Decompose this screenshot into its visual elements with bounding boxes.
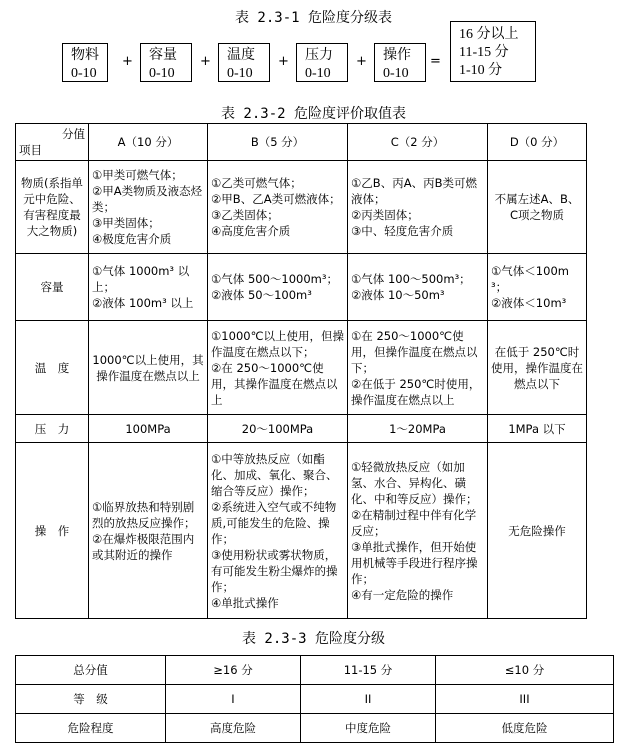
table-cell: ①临界放热和特别剧烈的放热反应操作； ②在爆炸极限范围内或其附近的操作 — [89, 443, 208, 619]
table-row — [16, 254, 587, 321]
factor-range: 0-10 — [227, 66, 253, 81]
table-cell: 无危险操作 — [488, 443, 587, 619]
table-cell: 低度危险 — [436, 714, 614, 743]
factor-name: 容量 — [149, 48, 177, 63]
row-item: 操 作 — [16, 443, 89, 619]
table-cell: ①1000℃以上使用，但操作温度在燃点以下； ②在 250～1000℃使用，其操作温度在燃点以上 — [208, 321, 348, 415]
table-row — [16, 656, 614, 685]
table-cell: 在低于 250℃时使用，操作温度在燃点以下 — [488, 321, 587, 415]
row-item: 压 力 — [16, 415, 89, 443]
factor-range: 0-10 — [149, 66, 175, 81]
table-cell: 不属左述A、B、C项之物质 — [488, 161, 587, 254]
table-row — [16, 714, 614, 743]
result-level: 16 分以上 — [459, 27, 519, 42]
table-cell: ①在 250～1000℃使用，但操作温度在燃点以下； ②在低于 250℃时使用，操作温度在燃点以上 — [348, 321, 488, 415]
equals-sign: = — [430, 54, 441, 69]
table-row — [16, 443, 587, 619]
table-cell: ①气体 500～1000m³； ②液体 50～100m³ — [208, 254, 348, 321]
table-cell: 等 级 — [16, 685, 166, 714]
factor-range: 0-10 — [71, 66, 97, 81]
table-cell: ①中等放热反应（如酯化、加成、氧化、聚合、缩合等反应）操作； ②系统进入空气或不纯物质,可能发生的危险、操作； ③使用粉状或雾状物质，有可能发生粉尘爆炸的操作； ④单批式操作 — [208, 443, 348, 619]
header-value: 分值 — [62, 127, 85, 141]
header-row — [16, 124, 587, 161]
table-cell: 高度危险 — [166, 714, 301, 743]
factor-name: 物料 — [71, 48, 99, 63]
table-cell: ①甲类可燃气体； ②甲A类物质及液态烃类； ③甲类固体； ④极度危害介质 — [89, 161, 208, 254]
factor-name: 温度 — [227, 48, 255, 63]
table-row — [16, 321, 587, 415]
plus-sign: + — [356, 54, 367, 69]
table-row — [16, 161, 587, 254]
table-cell: 1MPa 以下 — [488, 415, 587, 443]
factor-range: 0-10 — [383, 66, 409, 81]
table-cell: 11-15 分 — [301, 656, 436, 685]
row-item: 容量 — [16, 254, 89, 321]
table-cell: 危险程度 — [16, 714, 166, 743]
factor-box — [140, 43, 192, 82]
table-cell: 100MPa — [89, 415, 208, 443]
factor-name: 压力 — [305, 48, 333, 63]
table-cell: ①轻微放热反应（如加氢、水合、异构化、磺化、中和等反应）操作； ②在精制过程中伴有化学反应； ③单批式操作，但开始使用机械等手段进行程序操作； ④有一定危险的操作 — [348, 443, 488, 619]
row-item: 物质(系指单元中危险、有害程度最大之物质) — [16, 161, 89, 254]
factor-name: 操作 — [383, 48, 411, 63]
header-item: 项目 — [19, 143, 42, 157]
column-header: D（0 分） — [488, 124, 587, 161]
table1-title: 表 2.3-1 危险度分级表 — [234, 10, 392, 26]
table-cell: 20～100MPa — [208, 415, 348, 443]
table-cell: ①乙类可燃气体； ②甲B、乙A类可燃液体； ③乙类固体； ④高度危害介质 — [208, 161, 348, 254]
factor-box — [218, 43, 270, 82]
result-box — [450, 21, 536, 82]
hazard-grade-table — [15, 655, 614, 743]
table-row — [16, 415, 587, 443]
plus-sign: + — [122, 54, 133, 69]
column-header: A（10 分） — [89, 124, 208, 161]
column-header: C（2 分） — [348, 124, 488, 161]
table-cell: ①气体 1000m³ 以上； ②液体 100m³ 以上 — [89, 254, 208, 321]
table-cell: 总分值 — [16, 656, 166, 685]
table-cell: II — [301, 685, 436, 714]
table2-title: 表 2.3-2 危险度评价取值表 — [220, 106, 406, 122]
table-cell: 中度危险 — [301, 714, 436, 743]
table-cell: ≥16 分 — [166, 656, 301, 685]
column-header: B（5 分） — [208, 124, 348, 161]
table-cell: ①气体 100～500m³； ②液体 10～50m³ — [348, 254, 488, 321]
table-cell: III — [436, 685, 614, 714]
corner-header — [16, 124, 89, 161]
factor-box — [374, 43, 426, 82]
table-row — [16, 685, 614, 714]
plus-sign: + — [278, 54, 289, 69]
plus-sign: + — [200, 54, 211, 69]
factor-box — [296, 43, 348, 82]
table3-title: 表 2.3-3 危险度分级 — [241, 631, 385, 647]
table-cell: ≤10 分 — [436, 656, 614, 685]
table-cell: 1000℃以上使用，其操作温度在燃点以上 — [89, 321, 208, 415]
table-cell: ①乙B、丙A、丙B类可燃液体； ②丙类固体； ③中、轻度危害介质 — [348, 161, 488, 254]
table-cell: 1～20MPa — [348, 415, 488, 443]
result-level: 1-10 分 — [459, 63, 503, 78]
table-cell: ①气体＜100m³； ②液体＜10m³ — [488, 254, 587, 321]
factor-range: 0-10 — [305, 66, 331, 81]
result-level: 11-15 分 — [459, 45, 509, 60]
table-cell: I — [166, 685, 301, 714]
factor-box — [62, 43, 108, 82]
row-item: 温 度 — [16, 321, 89, 415]
hazard-evaluation-table — [15, 123, 587, 619]
